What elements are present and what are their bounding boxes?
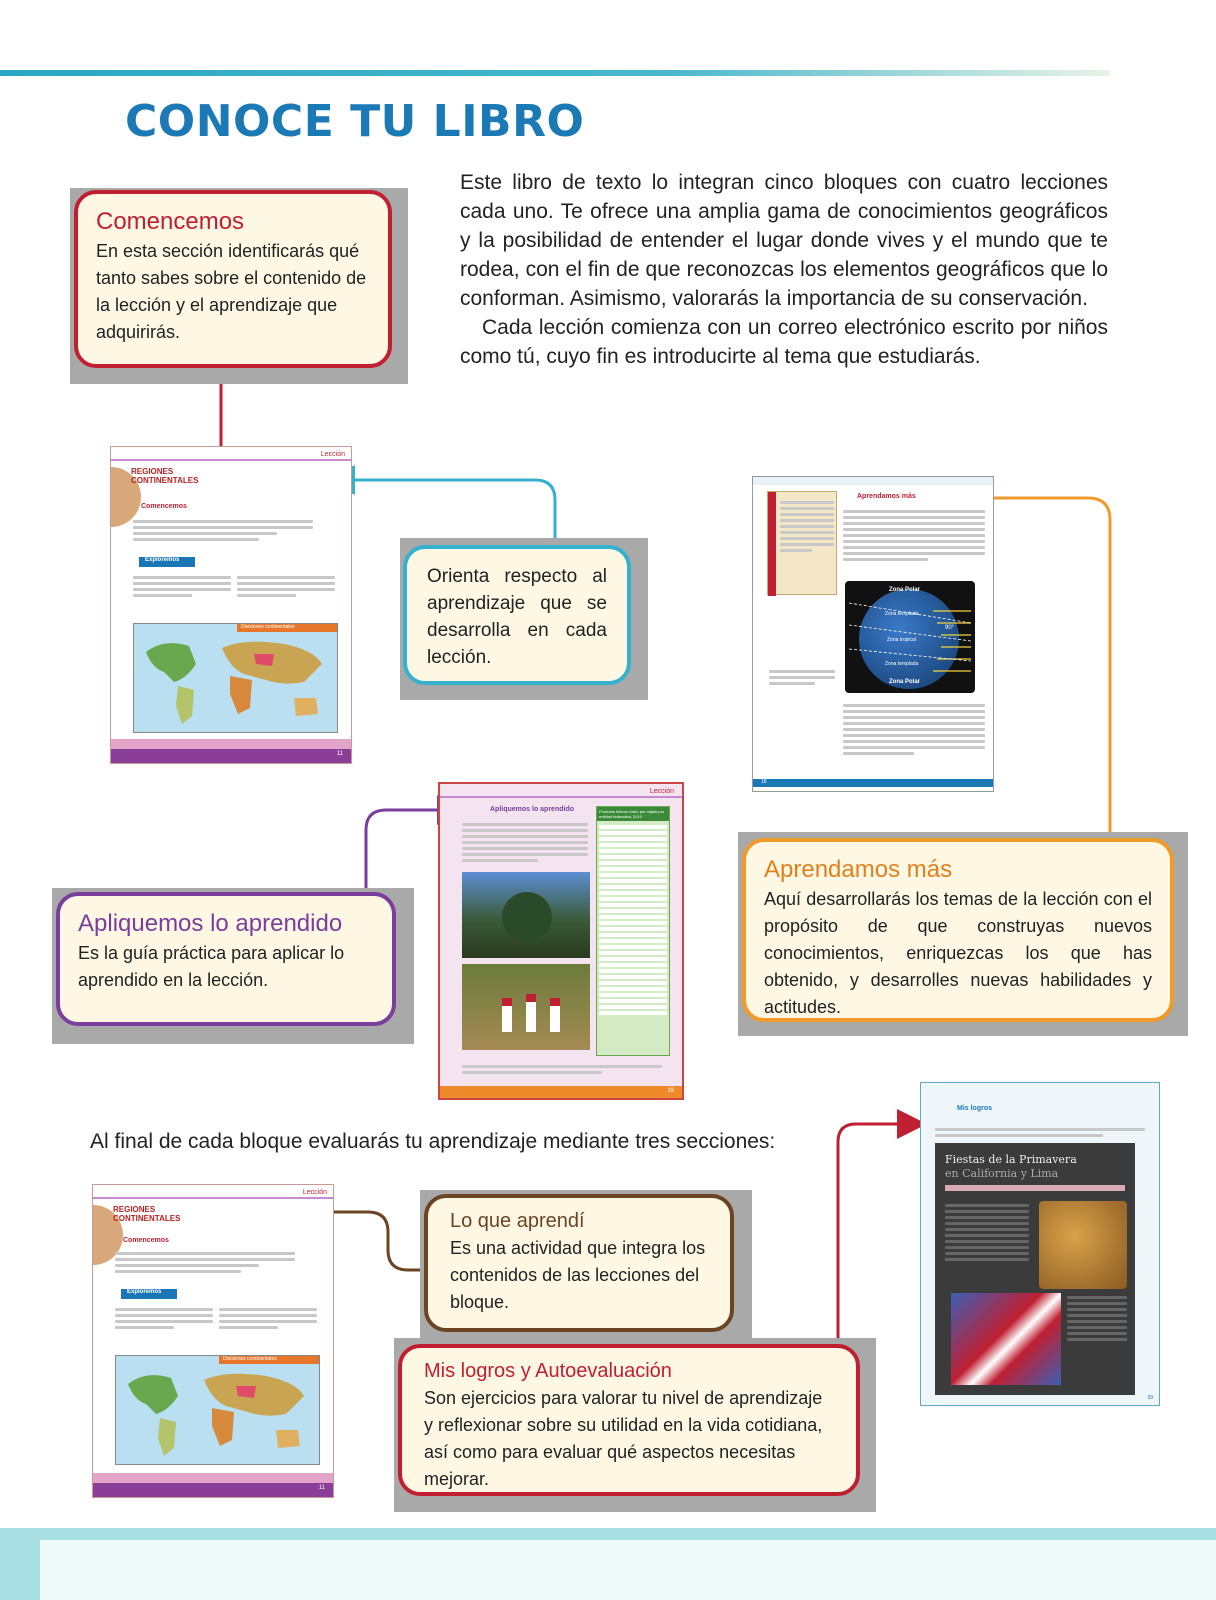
apliquemos-title: Apliquemos lo aprendido bbox=[78, 910, 343, 937]
leccion-label: Lección bbox=[649, 788, 674, 795]
header-line bbox=[111, 459, 352, 461]
food-photo bbox=[1039, 1201, 1127, 1289]
article-panel bbox=[935, 1143, 1135, 1395]
orienta-text: Orienta respecto al aprendizaje que se desarrolla en cada lección. bbox=[427, 566, 607, 668]
table-title: Producto interno bruto per cápita por entidad federativa, 2010 bbox=[597, 807, 669, 821]
map-label: Divisiones continentales bbox=[237, 624, 337, 632]
parade-photo bbox=[951, 1293, 1061, 1385]
article-title-2: en California y Lima bbox=[945, 1167, 1059, 1180]
zone-templada-top: Zona templada bbox=[885, 611, 919, 617]
comencemos-label: Comencemos bbox=[123, 1237, 169, 1244]
page-title: CONOCE TU LIBRO bbox=[125, 96, 585, 147]
landscape-photo bbox=[462, 872, 590, 958]
thumbnail-apliquemos-page bbox=[438, 782, 684, 1100]
mis-logros-label: Mis logros bbox=[957, 1105, 993, 1112]
footer-band bbox=[111, 739, 352, 749]
footer-band bbox=[440, 1086, 684, 1100]
aprendamos-label: Aprendamos más bbox=[857, 493, 916, 500]
aprendamos-text: Aquí desarrollarás los temas de la lección con el propósito de que construyas nuevos conocimientos, enriquezcas los que has obtenido, y desarrolles nuevas habilidades y actitudes. bbox=[764, 889, 1152, 1017]
page-number: 19 bbox=[667, 1088, 674, 1094]
exploremos-label: Exploremos bbox=[121, 1289, 177, 1299]
arrow-mis-logros bbox=[838, 1124, 912, 1368]
page-number: 11 bbox=[318, 1485, 325, 1491]
final-text: Al final de cada bloque evaluarás tu aprendizaje mediante tres secciones: bbox=[90, 1130, 776, 1153]
world-map bbox=[133, 623, 338, 733]
comencemos-label: Comencemos bbox=[141, 503, 187, 510]
apliquemos-text: Es la guía práctica para aplicar lo aprendido en la lección. bbox=[78, 943, 345, 990]
zone-polar-top: Zona Polar bbox=[889, 587, 921, 593]
comencemos-box bbox=[74, 190, 392, 368]
arrow-orienta bbox=[340, 480, 555, 540]
thumbnail-mis-logros-page bbox=[920, 1082, 1160, 1406]
page-number: 11 bbox=[336, 751, 343, 757]
comencemos-title: Comencemos bbox=[96, 208, 245, 235]
thumb-text-block bbox=[133, 517, 313, 544]
footer-inner bbox=[40, 1540, 1216, 1600]
zone-polar-bottom: Zona Polar bbox=[889, 679, 921, 685]
exploremos-label: Exploremos bbox=[139, 557, 195, 567]
children-photo bbox=[462, 964, 590, 1050]
lo-que-aprendi-text: Es una actividad que integra los contenidos de las lecciones del bloque. bbox=[450, 1238, 706, 1312]
lo-que-aprendi-title: Lo que aprendí bbox=[450, 1210, 585, 1232]
degree-label: 90° bbox=[945, 625, 955, 631]
leccion-label: Lección bbox=[320, 451, 345, 458]
orienta-box bbox=[403, 545, 631, 685]
climate-zones-diagram bbox=[845, 581, 975, 693]
apliquemos-box bbox=[56, 892, 396, 1026]
zone-templada-bottom: Zona templada bbox=[885, 661, 919, 667]
lesson-heading: REGIONES CONTINENTALES bbox=[113, 1205, 181, 1223]
map-label: Divisiones continentales bbox=[219, 1356, 319, 1364]
aprendamos-title: Aprendamos más bbox=[764, 856, 953, 883]
aprendamos-box bbox=[742, 838, 1174, 1022]
mis-logros-title: Mis logros y Autoevaluación bbox=[424, 1360, 672, 1382]
intro-paragraph-2: Cada lección comienza con un correo electrónico escrito por niños como tú, cuyo fin es introducirte al tema que estudiarás. bbox=[460, 316, 1108, 368]
intro-paragraph-1: Este libro de texto lo integran cinco bloques con cuatro lecciones cada uno. Te ofrece una amplia gama de conocimientos geográficos y la posibilidad de entender el lugar donde vives y el mundo que te rodea, con el fin de que reconozcas los elementos geográficos que lo conforman. Asimismo, valorarás la importancia de su conservación. bbox=[460, 171, 1108, 310]
thumbnail-lesson-page-2 bbox=[92, 1184, 334, 1498]
world-map bbox=[115, 1355, 320, 1465]
lesson-heading: REGIONES CONTINENTALES bbox=[131, 467, 199, 485]
thumbnail-lesson-page bbox=[110, 446, 352, 764]
footer-band-dark bbox=[111, 749, 352, 764]
mis-logros-box bbox=[398, 1344, 860, 1496]
page-number: 39 bbox=[1147, 1395, 1153, 1401]
page-number: 18 bbox=[761, 779, 767, 785]
lo-que-aprendi-box bbox=[424, 1194, 734, 1332]
data-table bbox=[596, 806, 670, 1056]
comencemos-text: En esta sección identificarás qué tanto sabes sobre el contenido de la lección y el aprendizaje que adquirirás. bbox=[96, 241, 367, 342]
mis-logros-text: Son ejercicios para valorar tu nivel de aprendizaje y reflexionar sobre su utilidad en la vida cotidiana, así como para evaluar qué aspectos necesitas mejorar. bbox=[424, 1388, 823, 1489]
ornament bbox=[945, 1185, 1125, 1191]
thumbnail-aprendamos-page bbox=[752, 476, 994, 792]
apliquemos-label: Apliquemos lo aprendido bbox=[490, 806, 575, 813]
continents-shape bbox=[134, 624, 339, 734]
sidebar-note bbox=[767, 491, 837, 595]
zone-tropical: Zona tropical bbox=[887, 637, 916, 643]
footer-band bbox=[753, 779, 994, 787]
article-title-1: Fiestas de la Primavera bbox=[945, 1153, 1077, 1166]
leccion-label: Lección bbox=[302, 1189, 327, 1196]
